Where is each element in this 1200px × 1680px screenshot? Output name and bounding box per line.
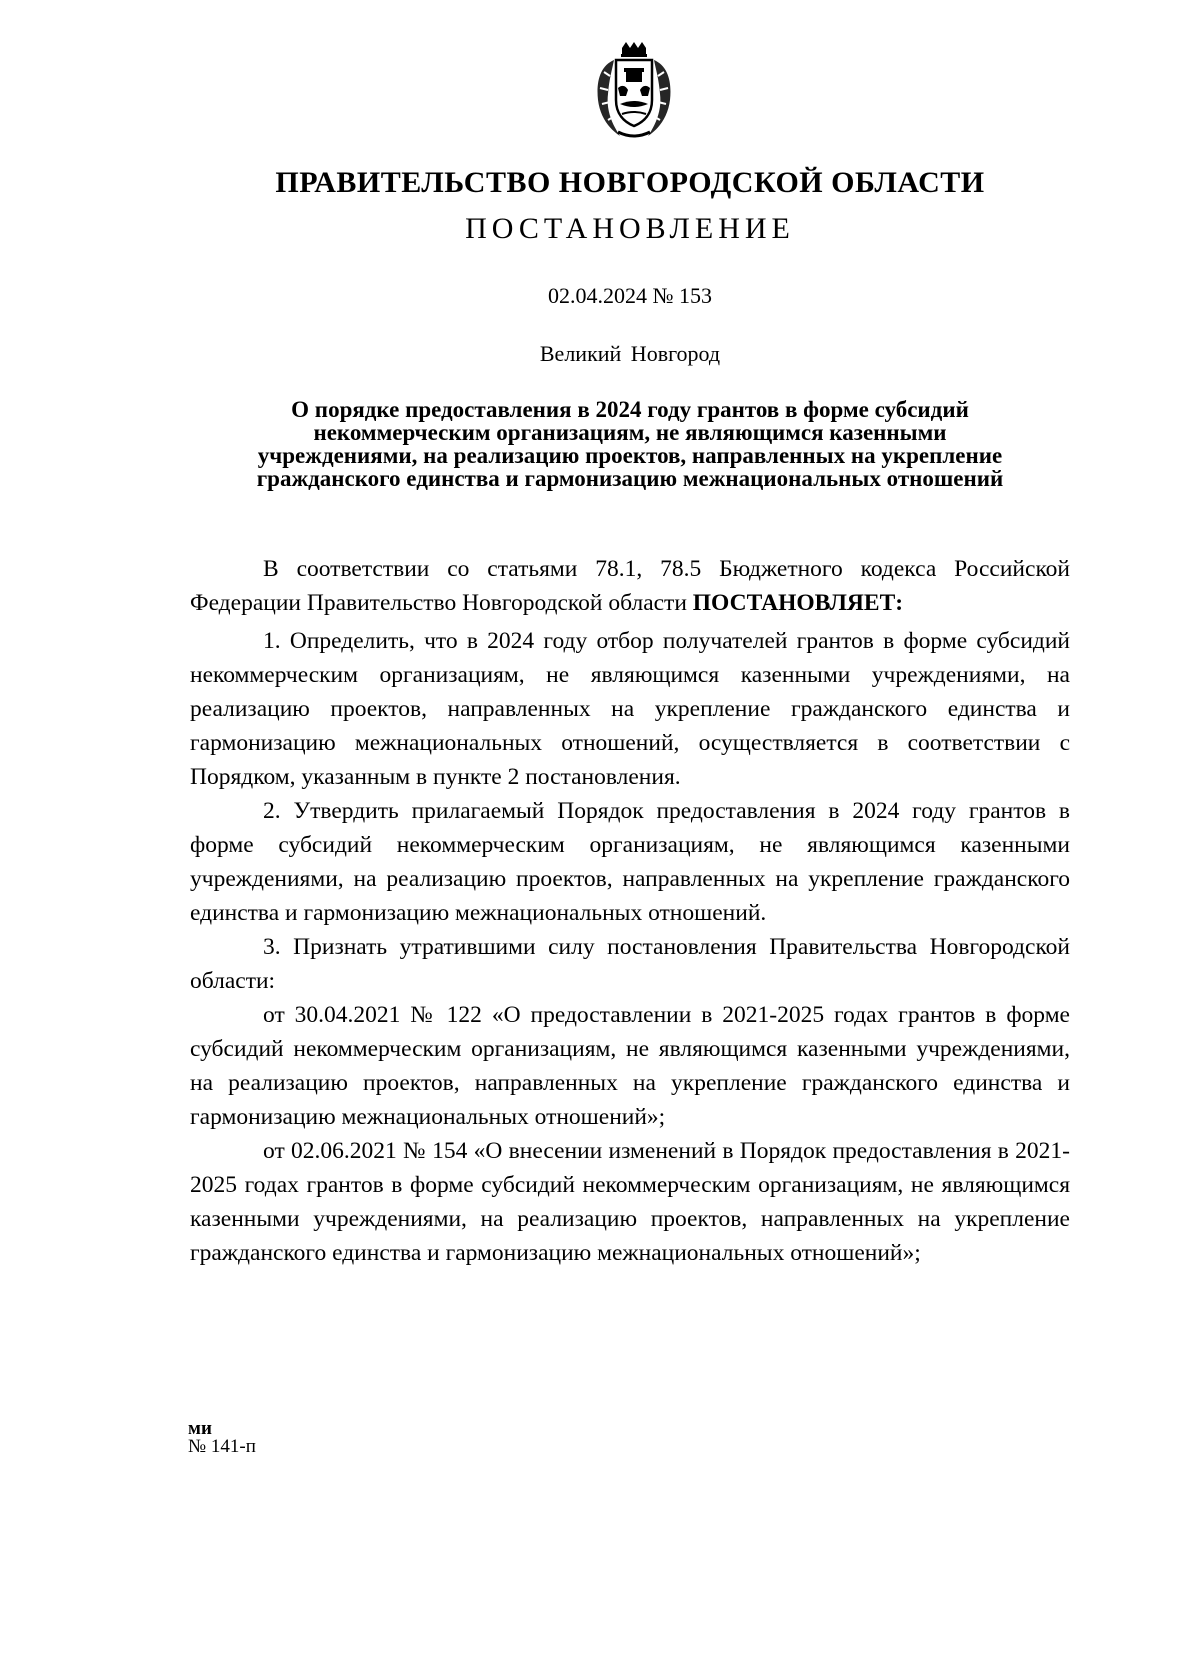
- document-body: [190, 552, 1070, 1270]
- title-line: некоммерческим организациям, не являющимся казенными: [313, 420, 947, 445]
- repealed-decree-1: от 30.04.2021 № 122 «О предоставлении в 2021-2025 годах грантов в форме субсидий некоммерческим организациям, не являющимся казенными учреждениями, на реализацию проектов, направленных на укрепление гражданского единства и гармонизацию межнациональных отношений»;: [190, 1002, 1070, 1130]
- executor-initials: ми: [188, 1418, 212, 1439]
- title-line: учреждениями, на реализацию проектов, направленных на укрепление: [257, 443, 1003, 468]
- preamble-text: В соответствии со статьями 78.1, 78.5 Бюджетного кодекса Российской Федерации Правительство Новгородской области: [190, 556, 1070, 616]
- date-and-number: 02.04.2024 № 153: [548, 283, 712, 308]
- body-paragraph-2: 2. Утвердить прилагаемый Порядок предоставления в 2024 году грантов в форме субсидий некоммерческим организациям, не являющимся казенными учреждениями, на реализацию проектов, направленных на укрепление гражданского единства и гармонизацию межнациональных отношений.: [190, 798, 1070, 926]
- footer-reference: [188, 1420, 256, 1456]
- place-of-issue: Великий Новгород: [539, 341, 721, 366]
- body-paragraph-1: 1. Определить, что в 2024 году отбор получателей грантов в форме субсидий некоммерческим организациям, не являющимся казенными учреждениями, на реализацию проектов, направленных на укрепление гражданского единства и гармонизацию межнациональных отношений, осуществляется в соответствии с Порядком, указанным в пункте 2 постановления.: [190, 628, 1070, 790]
- body-paragraph-3: 3. Признать утратившими силу постановления Правительства Новгородской области:: [190, 934, 1070, 994]
- resolves-keyword: ПОСТАНОВЛЯЕТ:: [692, 590, 904, 616]
- coat-of-arms-emblem: [592, 42, 676, 140]
- document-title: [200, 398, 1060, 490]
- title-line: гражданского единства и гармонизацию межнациональных отношений: [256, 466, 1004, 491]
- organization-heading: ПРАВИТЕЛЬСТВО НОВГОРОДСКОЙ ОБЛАСТИ: [275, 166, 985, 199]
- preamble-paragraph: [190, 552, 1070, 620]
- internal-number: № 141-п: [188, 1436, 256, 1457]
- novgorod-coat-of-arms-icon: [592, 42, 676, 140]
- title-line: О порядке предоставления в 2024 году грантов в форме субсидий: [291, 397, 969, 422]
- document-type-heading: ПОСТАНОВЛЕНИЕ: [465, 212, 795, 245]
- repealed-decree-2: от 02.06.2021 № 154 «О внесении изменений в Порядок предоставления в 2021-2025 годах грантов в форме субсидий некоммерческим организациям, не являющимся казенными учреждениями, на реализацию проектов, направленных на укрепление гражданского единства и гармонизацию межнациональных отношений»;: [190, 1138, 1070, 1266]
